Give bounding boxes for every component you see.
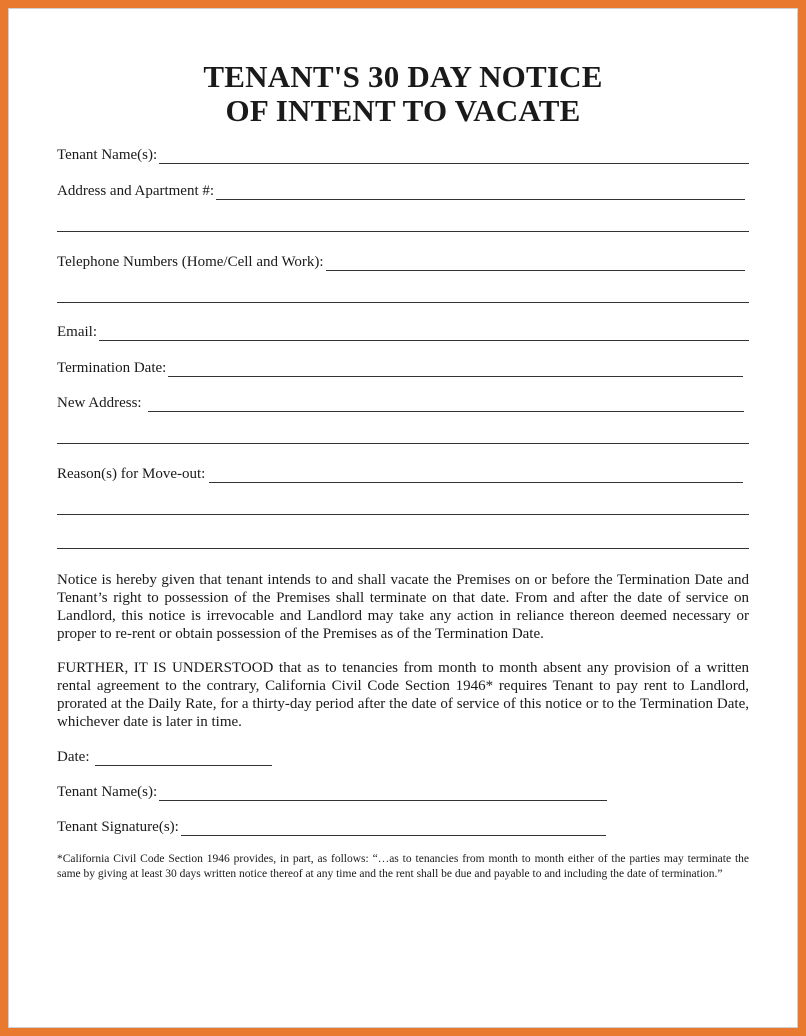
notice-paragraph: Notice is hereby given that tenant intends to and shall vacate the Premises on or before the Termination Date and Tenant’s right to possession of the Premises shall terminate on that date. From and after the date of service on Landlord, this notice is irrevocable and Landlord may take any action in reliance thereon deemed necessary or proper to re-rent or obtain possession of the Premises as of the Termination Date. <box>57 572 749 642</box>
new-address-blank[interactable] <box>148 397 744 412</box>
email-field[interactable] <box>57 321 749 341</box>
tenant-names-field[interactable] <box>57 144 749 164</box>
new-address-field[interactable] <box>57 392 744 412</box>
tenant-signature-label: Tenant Signature(s): <box>57 819 179 835</box>
address-blank-line-2[interactable] <box>57 231 749 232</box>
date-field[interactable] <box>57 746 272 766</box>
tenant-signature-blank[interactable] <box>181 821 606 836</box>
telephone-label: Telephone Numbers (Home/Cell and Work): <box>57 254 324 270</box>
tenant-signature-field[interactable] <box>57 816 606 836</box>
signature-tenant-names-field[interactable] <box>57 781 607 801</box>
reasons-label: Reason(s) for Move-out: <box>57 466 206 482</box>
reasons-blank-line-2[interactable] <box>57 514 749 515</box>
tenant-names-label: Tenant Name(s): <box>57 147 158 163</box>
termination-date-blank[interactable] <box>168 362 743 377</box>
reasons-blank-line-3[interactable] <box>57 548 749 549</box>
new-address-label: New Address: <box>57 395 142 411</box>
date-blank[interactable] <box>95 751 272 766</box>
document-title-line-2: OF INTENT TO VACATE <box>225 93 581 128</box>
reasons-field[interactable] <box>57 463 743 483</box>
document-title-line-1: TENANT'S 30 DAY NOTICE <box>203 59 603 94</box>
address-blank[interactable] <box>216 185 745 200</box>
reasons-blank[interactable] <box>209 468 743 483</box>
tenant-names-blank[interactable] <box>159 149 749 164</box>
date-label: Date: <box>57 749 90 765</box>
email-blank[interactable] <box>99 326 749 341</box>
email-label: Email: <box>57 324 97 340</box>
signature-tenant-names-label: Tenant Name(s): <box>57 784 158 800</box>
telephone-field[interactable] <box>57 251 745 271</box>
telephone-blank[interactable] <box>326 256 745 271</box>
telephone-blank-line-2[interactable] <box>57 302 749 303</box>
address-field[interactable] <box>57 180 745 200</box>
termination-date-label: Termination Date: <box>57 360 167 376</box>
new-address-blank-line-2[interactable] <box>57 443 749 444</box>
termination-date-field[interactable] <box>57 357 743 377</box>
signature-tenant-names-blank[interactable] <box>159 786 607 801</box>
further-paragraph: FURTHER, IT IS UNDERSTOOD that as to tenancies from month to month absent any provision of a written rental agreement to the contrary, California Civil Code Section 1946* requires Tenant to pay rent to Landlord, prorated at the Daily Rate, for a thirty-day period after the date of service of this notice or to the Termination Date, whichever date is later in time. <box>57 660 749 730</box>
footnote: *California Civil Code Section 1946 provides, in part, as follows: “…as to tenancies from month to month either of the parties may terminate the same by giving at least 30 days written notice thereof at any time and the rent shall be due and payable to and including the date of termination.” <box>57 853 749 880</box>
address-label: Address and Apartment #: <box>57 183 215 199</box>
